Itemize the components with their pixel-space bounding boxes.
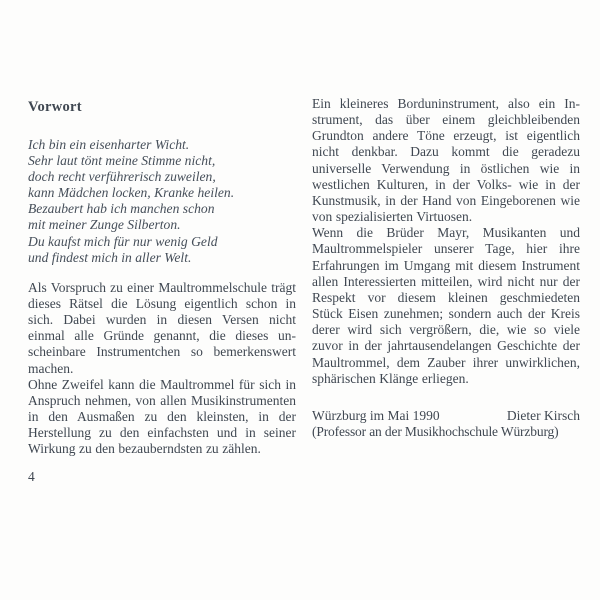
poem-line: Bezaubert hab ich manchen schon <box>28 201 215 217</box>
poem-line: Sehr laut tönt meine Stimme nicht, <box>28 153 216 169</box>
poem-line: mit meiner Zunge Silberton. <box>28 217 181 233</box>
signature-row <box>312 408 580 424</box>
poem-line: und findest mich in aller Welt. <box>28 249 192 265</box>
riddle-poem <box>28 137 296 266</box>
poem-line: Du kaufst mich für nur wenig Geld <box>28 233 218 249</box>
paragraph-vorspruch: Als Vorspruch zu einer Maultrommelschule trägt dieses Rätsel die Lösung eigentlich schon in sich. Dabei wurden in diesen Versen nicht einmal alle Gründe genannt, die dieses unscheinbare Instrumentchen so bemerkenswert machen. <box>28 279 296 376</box>
page-number: 4 <box>28 469 35 484</box>
poem-line: kann Mädchen locken, Kranke heilen. <box>28 185 235 201</box>
paragraph-brueder-mayr: Wenn die Brüder Mayr, Musikanten und Maultrommelspieler unserer Tage, hier ihre Erfahrungen im Umgang mit diesem Instrument allen Interessierten mitteilen, wird nicht nur der Respekt vor diesem kleinen geschmiedeten Stück Eisen zunehmen; sondern auch der Kreis derer wird sich vergrößern, die, wie so viele zuvor in der jahrtausendelangen Geschichte der Maultrommel, dem Zauber ihrer unwirklichen, sphärischen Klänge erliegen. <box>312 225 580 386</box>
section-heading: Vorwort <box>28 99 82 115</box>
paragraph-borduninstrument: Ein kleineres Borduninstrument, also ein Instrument, das über einem gleichbleibenden Grundton andere Töne erzeugt, ist eigentlich nicht denkbar. Dazu kommt die geradezu universelle Verwendung in östlichen wie in westlichen Kulturen, in der Volks- wie in der Kunstmusik, in der Hand von Eingeborenen wie von spezialisierten Virtuosen. <box>312 96 580 225</box>
paragraph-ohne-zweifel: Ohne Zweifel kann die Maultrommel für sich in Anspruch nehmen, von allen Musikinstrumenten in den Ausmaßen zu den kleinsten, in der Herstellung zu den einfachsten und in seiner Wirkung zu den bezauberndsten zu zählen. <box>28 376 296 457</box>
signature-name: Dieter Kirsch <box>506 407 580 423</box>
signature-title: (Professor an der Musikhochschule Würzburg) <box>312 423 559 439</box>
left-column <box>28 99 296 457</box>
poem-line: Ich bin ein eisenharter Wicht. <box>28 137 190 152</box>
signature-place-date: Würzburg im Mai 1990 <box>312 407 440 423</box>
right-column <box>312 96 580 440</box>
poem-line: doch recht verführerisch zuweilen, <box>28 169 216 185</box>
